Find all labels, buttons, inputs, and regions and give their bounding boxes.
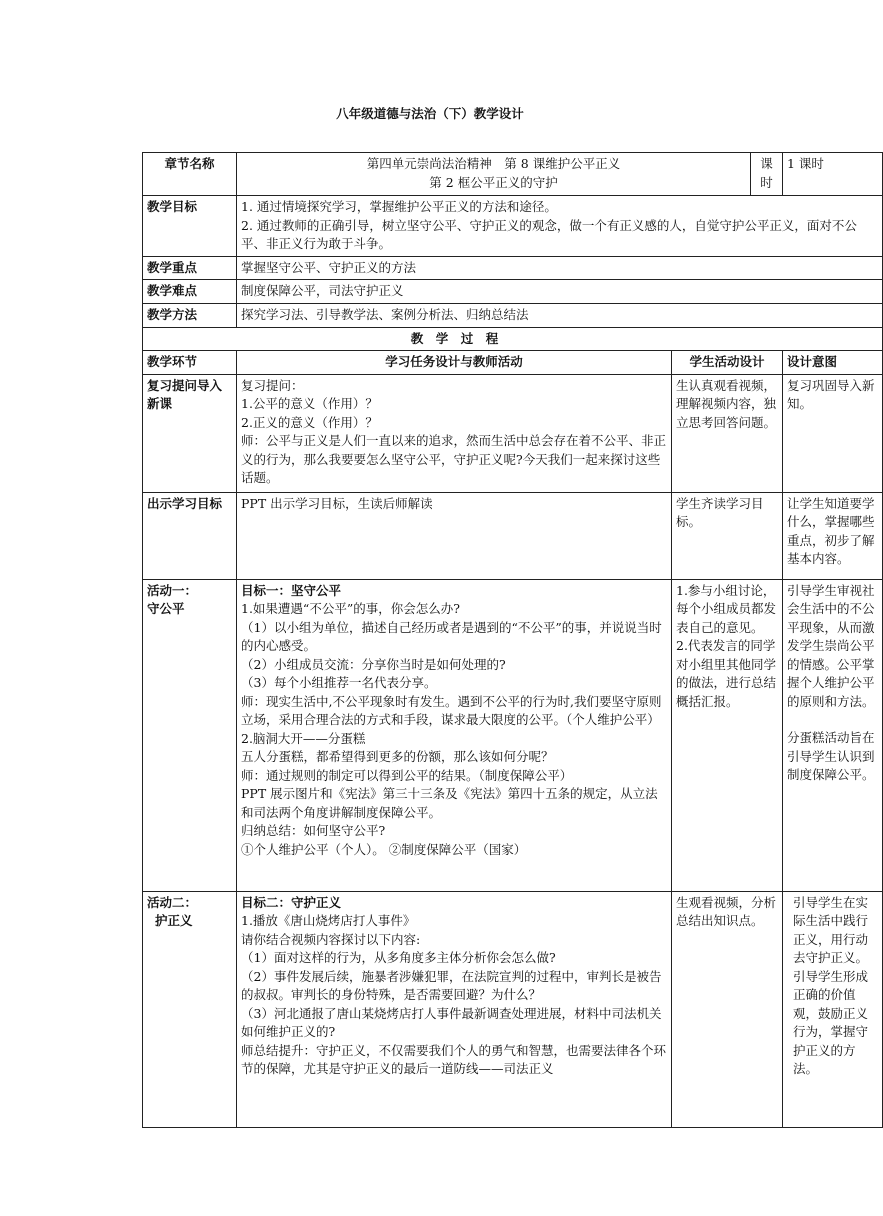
chapter-name [237, 153, 751, 196]
teacher-text: （2）事件发展后续，施暴者涉嫌犯罪，在法院宣判的过程中，审判长是被告的叔叔。审判长的身份特殊，是否需要回避？为什么？ [241, 968, 662, 1002]
col-header-teacher: 学习任务设计与教师活动 [237, 351, 672, 375]
teacher-text: 师总结提升：守护正义，不仅需要我们个人的勇气和智慧，也需要法律各个环节的保障，尤其是守护正义的最后一道防线——司法正义 [241, 1042, 667, 1076]
stage-activity-2-title: 活动二： [147, 894, 198, 910]
teacher-text: 请你结合视频内容探讨以下内容: [241, 931, 421, 947]
teacher-text: 师：现实生活中,不公平现象时有发生。遇到不公平的行为时,我们要坚守原则立场，采用合理合法的方式和手段，谋求最大限度的公平。（个人维护公平） [241, 693, 662, 727]
intent-text: 分蛋糕活动旨在引导学生认识到制度保障公平。 [787, 730, 875, 782]
student-activity-2: 生观看视频，分析总结出知识点。 [672, 891, 783, 1127]
intent-activity-2: 引导学生在实际生活中践行正义，用行动去守护正义。引导学生形成正确的价值观，鼓励正义行为，掌握守护正义的方法。 [783, 891, 883, 1127]
process-row-activity-1 [143, 579, 883, 891]
difficulty-row [143, 280, 883, 304]
teacher-text: 2.脑洞大开——分蛋糕 [241, 730, 366, 746]
chapter-line-1: 第四单元崇尚法治精神 第 8 课维护公平正义 [366, 156, 621, 171]
stage-activity-2 [143, 891, 237, 1127]
teacher-text: PPT 展示图片和《宪法》第三十三条及《宪法》第四十五条的规定，从立法和司法两个角度讲解制度保障公平。 [241, 786, 658, 820]
stage-review: 复习提问导入新课 [143, 374, 237, 492]
goal-item-2: 2. 通过教师的正确引导，树立坚守公平、守护正义的观念，做一个有正义感的人，自觉守护公平正义，面对不公平、非正义行为敢于斗争。 [241, 217, 857, 251]
period-value: 1 课时 [783, 153, 883, 196]
key-point-label: 教学重点 [143, 256, 237, 280]
stage-activity-1 [143, 579, 237, 891]
goals-label: 教学目标 [143, 196, 237, 257]
teacher-text: 师：通过规则的制定可以得到公平的结果。（制度保障公平） [241, 767, 573, 783]
intent-text: 引导学生审视社会生活中的不公平现象，从而激发学生崇尚公平的情感。公平掌握个人维护公平的原则和方法。 [787, 582, 875, 709]
intent-activity-1 [783, 579, 883, 891]
process-title: 教 学 过 程 [143, 327, 883, 351]
column-header-row [143, 351, 883, 375]
stage-activity-2-subtitle: 护正义 [155, 913, 193, 928]
chapter-label: 章节名称 [143, 153, 237, 196]
process-row-activity-2 [143, 891, 883, 1127]
teacher-activity-1 [237, 579, 672, 891]
teacher-text: ①个人维护公平（个人）。 ②制度保障公平（国家） [241, 841, 527, 857]
method-value: 探究学习法、引导教学法、案例分析法、归纳总结法 [237, 303, 883, 327]
goals-row [143, 196, 883, 257]
process-title-row [143, 327, 883, 351]
document-title: 八年级道德与法治（下）教学设计 [336, 106, 524, 121]
teacher-activity-2 [237, 891, 672, 1127]
stage-activity-1-subtitle: 守公平 [147, 601, 185, 616]
teacher-activity-objectives: PPT 出示学习目标，生读后师解读 [237, 492, 672, 579]
student-activity-review: 生认真观看视频，理解视频内容，独立思考回答问题。 [672, 374, 783, 492]
col-header-intent: 设计意图 [783, 351, 883, 375]
process-row-review [143, 374, 883, 492]
teacher-text: （2）小组成员交流：分享你当时是如何处理的? [241, 656, 506, 672]
period-label: 课时 [751, 153, 783, 196]
goal-item-1: 1. 通过情境探究学习，掌握维护公平正义的方法和途径。 [241, 199, 557, 214]
key-point-row [143, 256, 883, 280]
teacher-text: （3）每个小组推荐一名代表分享。 [241, 675, 437, 690]
teacher-text: 1.公平的意义（作用）？ [241, 396, 378, 411]
student-activity-objectives: 学生齐读学习目标。 [672, 492, 783, 579]
stage-objectives: 出示学习目标 [143, 492, 237, 579]
teacher-text: （1）面对这样的行为，从多角度多主体分析你会怎么做? [241, 950, 556, 965]
stage-activity-1-title: 活动一： [147, 582, 198, 598]
col-header-student: 学生活动设计 [672, 351, 783, 375]
objective-heading: 目标二：守护正义 [241, 894, 342, 910]
process-row-objectives [143, 492, 883, 579]
key-point-value: 掌握坚守公平、守护正义的方法 [237, 256, 883, 280]
intent-review: 复习巩固导入新知。 [783, 374, 883, 492]
intent-objectives: 让学生知道要学什么，掌握哪些重点，初步了解基本内容。 [783, 492, 883, 579]
teacher-text: 2.正义的意义（作用）？ [241, 414, 378, 430]
teacher-text: （1）以小组为单位，描述自己经历或者是遇到的“不公平”的事，并说说当时的内心感受。 [241, 619, 662, 653]
teacher-text: 1.如果遭遇“不公平”的事，你会怎么办? [241, 601, 460, 616]
goals-content [237, 196, 883, 257]
chapter-row [143, 153, 883, 196]
student-text: 1.参与小组讨论，每个小组成员都发表自己的意见。 [676, 582, 777, 635]
teacher-activity-review [237, 374, 672, 492]
difficulty-label: 教学难点 [143, 280, 237, 304]
student-activity-1 [672, 579, 783, 891]
lesson-plan-table [142, 152, 883, 1128]
objective-heading: 目标一：坚守公平 [241, 582, 342, 598]
teacher-text: 复习提问： [241, 377, 304, 393]
difficulty-value: 制度保障公平，司法守护正义 [237, 280, 883, 304]
col-header-stage: 教学环节 [143, 351, 237, 375]
student-text: 2.代表发言的同学对小组里其他同学的做法，进行总结概括汇报。 [676, 638, 777, 709]
teacher-text: 五人分蛋糕，都希望得到更多的份额，那么该如何分呢？ [241, 749, 554, 764]
teacher-text: 师：公平与正义是人们一直以来的追求，然而生活中总会存在着不公平、非正义的行为，那么我要要怎么坚守公平，守护正义呢?今天我们一起来探讨这些话题。 [241, 433, 667, 485]
teacher-text: 归纳总结：如何坚守公平? [241, 823, 386, 838]
chapter-line-2: 第 2 框公平正义的守护 [429, 174, 558, 190]
method-row [143, 303, 883, 327]
method-label: 教学方法 [143, 303, 237, 327]
teacher-text: 1.播放《唐山烧烤店打人事件》 [241, 913, 416, 928]
teacher-text: （3）河北通报了唐山某烧烤店打人事件最新调查处理进展，材料中司法机关如何维护正义的? [241, 1005, 662, 1039]
